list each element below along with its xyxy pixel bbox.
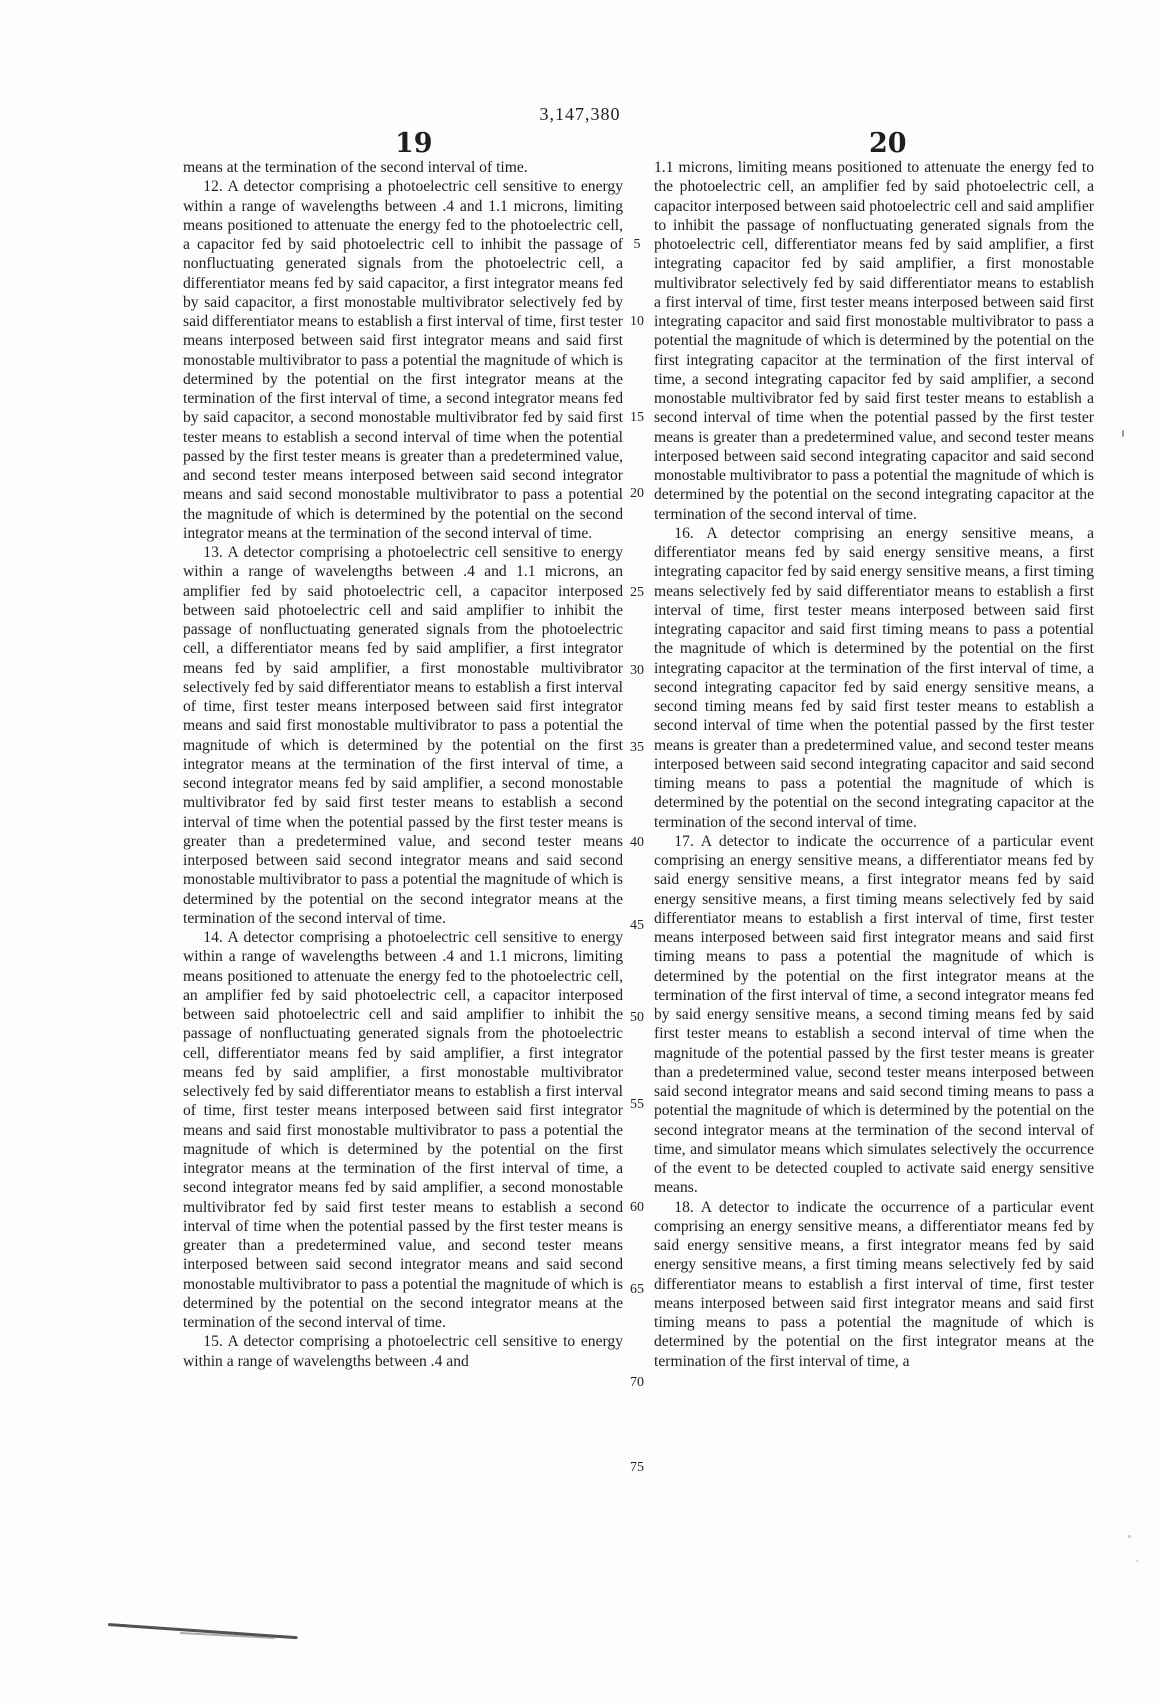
- patent-number: 3,147,380: [539, 104, 621, 124]
- line-number: 45: [630, 918, 644, 933]
- scan-speck: [1136, 1560, 1138, 1562]
- line-number: 70: [630, 1375, 644, 1390]
- line-number: 60: [630, 1200, 644, 1215]
- left-text-column: [183, 158, 623, 1371]
- claim-12: 12. A detector comprising a photoelectric cell sensitive to energy within a range of wavelengths between .4 and 1.1 microns, limiting means positioned to attenuate the energy fed to the photoelectric cell, a capacitor fed by said photoelectric cell to inhibit the passage of nonfluctuating generated signals from the photoelectric cell, a differentiator means fed by said capacitor, a first integrator means fed by said capacitor, a first monostable multivibrator selectively fed by said differentiator means to establish a first interval of time, first tester means interposed between said first integrator means and said first monostable multivibrator to pass a potential the magnitude of which is determined by the potential on the first integrator means at the termination of the first interval of time, a second integrator means fed by said capacitor, a second monostable multivibrator fed by said first tester means to establish a second interval of time when the potential passed by the first tester means is greater than a predetermined value, and second tester means interposed between said second integrator means and said second monostable multivibrator to pass a potential the magnitude of which is determined by the potential on the second integrator means at the termination of the second interval of time.: [183, 178, 624, 542]
- line-number: 30: [630, 663, 644, 678]
- line-number: 40: [630, 835, 644, 850]
- line-number: 55: [630, 1097, 644, 1112]
- claim-continuation: 1.1 microns, limiting means positioned to attenuate the energy fed to the photoelectric cell, an amplifier fed by said photoelectric cell, a capacitor interposed between said photoelectric cell and said amplifier to inhibit the passage of nonfluctuating generated signals from the photoelectric cell, differentiator means fed by said amplifier, a first integrating capacitor fed by said amplifier, a first monostable multivibrator selectively fed by said differentiator means to establish a first interval of time, first tester means interposed between said first integrating capacitor and said first monostable multivibrator to pass a potential the magnitude of which is determined by the potential on the first integrating capacitor at the termination of the first interval of time, a second integrating capacitor fed by said amplifier, a second monostable multivibrator fed by said first tester means to establish a second interval of time when the potential passed by the first tester means is greater than a predetermined value, and second tester means interposed between said second integrating capacitor and said second monostable multivibrator to pass a potential the magnitude of which is determined by the potential on the second integrating capacitor at the termination of the second interval of time.: [654, 159, 1095, 523]
- left-column-number: 19: [395, 128, 433, 159]
- line-number: 15: [630, 410, 644, 425]
- claim-continuation: means at the termination of the second interval of time.: [183, 159, 528, 176]
- scan-speck: [1128, 1535, 1131, 1538]
- line-number: 20: [630, 486, 644, 501]
- right-text-column: [654, 158, 1094, 1371]
- line-number: 35: [630, 740, 644, 755]
- claim-16: 16. A detector comprising an energy sensitive means, a differentiator means fed by said energy sensitive means, a first integrating capacitor fed by said energy sensitive means, a first timing means selectively fed by said differentiator means to establish a first interval of time, first tester means interposed between said first integrating capacitor and said first timing means to pass a potential the magnitude of which is determined by the potential on the first integrating capacitor at the termination of the first interval of time, a second integrating capacitor fed by said energy sensitive means, a second timing means fed by said first tester means to establish a second interval of time when the potential passed by the first tester means is greater than a predetermined value, and second tester means interposed between said second integrating capacitor and said second timing means to pass a potential the magnitude of which is determined by the potential on the second integrating capacitor at the termination of the second interval of time.: [654, 524, 1094, 831]
- line-number: 75: [630, 1460, 644, 1475]
- claim-14: 14. A detector comprising a photoelectric cell sensitive to energy within a range of wavelengths between .4 and 1.1 microns, limiting means positioned to attenuate the energy fed to the photoelectric cell, an amplifier fed by said photoelectric cell, a capacitor interposed between said photoelectric cell and said amplifier to inhibit the passage of nonfluctuating generated signals from the photoelectric cell, differentiator means fed by said amplifier, a first integrator means fed by said amplifier, a first monostable multivibrator selectively fed by said differentiator means to establish a first interval of time, first tester means interposed between said first integrator means and said first monostable multivibrator to pass a potential the magnitude of which is determined by the potential on the first integrator means at the termination of the first interval of time, a second integrator means fed by said amplifier, a second monostable multivibrator fed by said first tester means to establish a second interval of time when the potential passed by the first tester means is greater than a predetermined value, and second tester means interposed between said second integrator means and said second monostable multivibrator to pass a potential the magnitude of which is determined by the potential on the second integrator means at the termination of the second interval of time.: [183, 929, 624, 1331]
- line-number: 50: [630, 1010, 644, 1025]
- line-number: 65: [630, 1282, 644, 1297]
- claim-15: 15. A detector comprising a photoelectric cell sensitive to energy within a range of wavelengths between .4 and: [183, 1333, 623, 1370]
- right-column-number: 20: [869, 128, 907, 159]
- claim-18: 18. A detector to indicate the occurrence of a particular event comprising an energy sensitive means, a differentiator means fed by said energy sensitive means, a first integrator means fed by said energy sensitive means, a first timing means selectively fed by said differentiator means to establish a first interval of time, first tester means interposed between said first integrator means and said first timing means to pass a potential the magnitude of which is determined by the potential on the first integrator means at the termination of the first interval of time, a: [654, 1198, 1094, 1370]
- claim-13: 13. A detector comprising a photoelectric cell sensitive to energy within a range of wavelengths between .4 and 1.1 microns, an amplifier fed by said photoelectric cell, a capacitor interposed between said photoelectric cell and said amplifier to inhibit the passage of nonfluctuating generated signals from the photoelectric cell, a differentiator means fed by said amplifier, a first integrator means fed by said amplifier, a first monostable multivibrator selectively fed by said differentiator means to establish a first interval of time, first tester means interposed between said first integrator means and said first monostable multivibrator to pass a potential the magnitude of which is determined by the potential on the first integrator means at the termination of the first interval of time, a second integrator means fed by said amplifier, a second monostable multivibrator fed by said first tester means to establish a second interval of time when the potential passed by the first tester means is greater than a predetermined value, and second tester means interposed between said second integrator means and said second monostable multivibrator to pass a potential the magnitude of which is determined by the potential on the second integrator means at the termination of the second interval of time.: [183, 544, 624, 927]
- line-number: 10: [630, 314, 644, 329]
- scan-speck: [1122, 430, 1124, 437]
- line-number: 5: [633, 237, 641, 252]
- line-number: 25: [630, 585, 644, 600]
- claim-17: 17. A detector to indicate the occurrence of a particular event comprising an energy sensitive means, a differentiator means fed by said energy sensitive means, a first integrator means fed by said energy sensitive means, a first timing means selectively fed by said differentiator means to establish a first interval of time, first tester means interposed between said first integrator means and said first timing means to pass a potential the magnitude of which is determined by the potential on the first integrator means at the termination of the first interval of time, a second integrator means fed by said energy sensitive means, a second timing means fed by said first tester means to establish a second interval of time when the magnitude of the potential passed by the first tester means is greater than a predetermined value, second tester means interposed between said second integrator means and said second timing means to pass a potential the magnitude of which is determined by the potential on the second integrator means at the termination of the second interval of time, and simulator means which simulates selectively the occurrence of the event to be detected coupled to activate said energy sensitive means.: [654, 832, 1094, 1197]
